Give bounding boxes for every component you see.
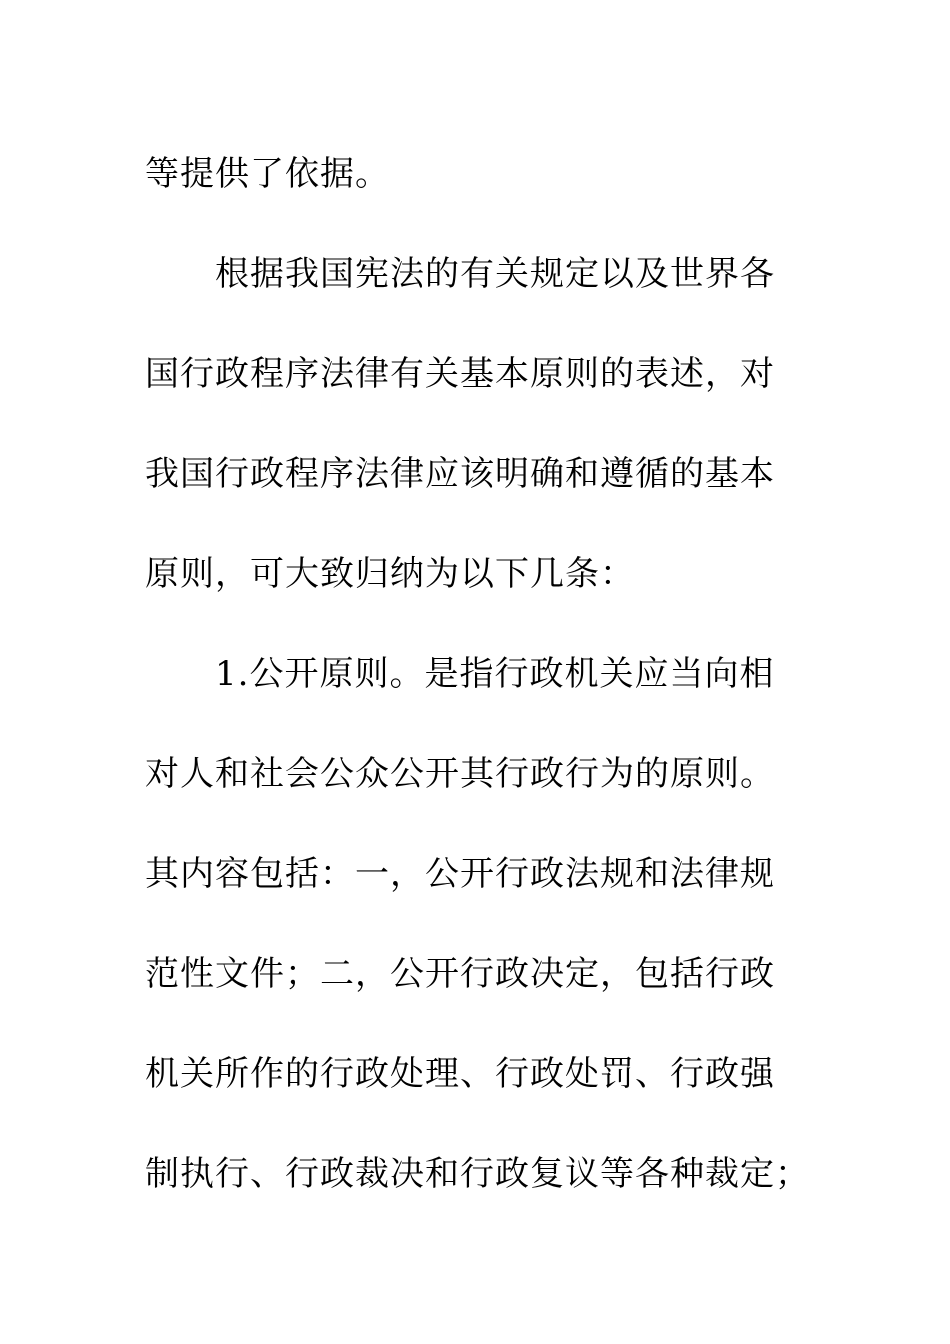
text-line: 对人和社会公众公开其行政行为的原则。 (145, 754, 775, 794)
body-text (145, 124, 825, 1224)
text-line: 等提供了依据。 (145, 154, 390, 194)
paragraph-first-line: 根据我国宪法的有关规定以及世界各 (215, 254, 775, 294)
text-line: 范性文件；二，公开行政决定，包括行政 (145, 954, 775, 994)
text-line: 机关所作的行政处理、行政处罚、行政强 (145, 1054, 775, 1094)
paragraph-first-line: 1.公开原则。是指行政机关应当向相 (215, 654, 775, 694)
text-line: 我国行政程序法律应该明确和遵循的基本 (145, 454, 775, 494)
text-line: 原则，可大致归纳为以下几条： (145, 554, 635, 594)
text-line: 制执行、行政裁决和行政复议等各种裁定； (145, 1154, 810, 1194)
text-line: 国行政程序法律有关基本原则的表述，对 (145, 354, 775, 394)
text-line: 其内容包括：一，公开行政法规和法律规 (145, 854, 775, 894)
